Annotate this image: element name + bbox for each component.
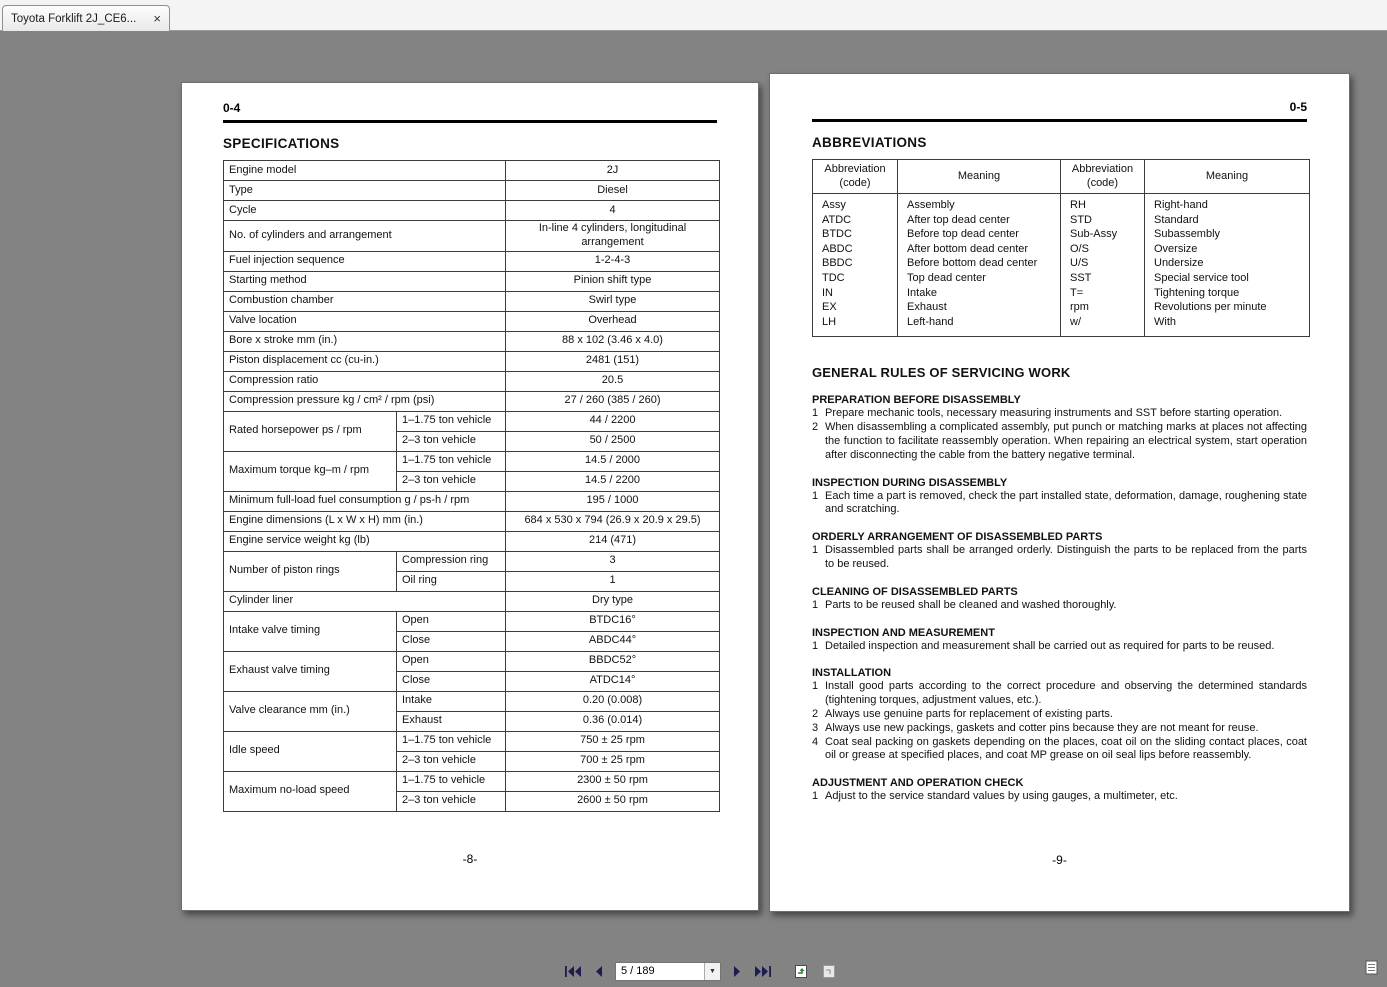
spec-label-cell: Compression pressure kg / cm² / rpm (psi) bbox=[224, 391, 506, 411]
abbrev-header-cell: Meaning bbox=[898, 160, 1061, 194]
rules-section-heading: INSPECTION DURING DISASSEMBLY bbox=[812, 476, 1008, 489]
spec-value-cell: 2481 (151) bbox=[506, 351, 720, 371]
abbrev-column-cell: Assembly After top dead center Before top dead center After bottom dead center Before bottom dead center Top dead center Intake Exhaust Left-hand bbox=[898, 194, 1061, 337]
page-navigation-toolbar bbox=[563, 960, 839, 982]
rules-item: 2 Always use genuine parts for replacement of existing parts. bbox=[812, 707, 1113, 720]
tab-title: Toyota Forklift 2J_CE6... bbox=[11, 12, 137, 25]
spec-value-cell: ABDC44° bbox=[506, 631, 720, 651]
spec-table-row bbox=[224, 771, 720, 791]
rules-section-heading: ORDERLY ARRANGEMENT OF DISASSEMBLED PARTS bbox=[812, 531, 1103, 544]
page-number-right: -9- bbox=[1052, 853, 1067, 867]
spec-table-row bbox=[224, 451, 720, 471]
rules-section-heading: INSTALLATION bbox=[812, 667, 892, 680]
spec-value-cell: 2300 ± 50 rpm bbox=[506, 771, 720, 791]
spec-label-cell: 2–3 ton vehicle bbox=[397, 751, 506, 771]
rules-section bbox=[812, 530, 1307, 572]
rules-item: 4 Coat seal packing on gaskets depending on the places, coat oil on the sliding contact places, coat oil or grease at specified places, and coat MP grease on oil seal lips before reassembly. bbox=[812, 735, 1307, 762]
spec-table-body bbox=[224, 161, 720, 812]
spec-table-row bbox=[224, 181, 720, 201]
spec-label-cell: Number of piston rings bbox=[224, 551, 397, 591]
spec-value-cell: 750 ± 25 rpm bbox=[506, 731, 720, 751]
spec-label-cell: 1–1.75 ton vehicle bbox=[397, 731, 506, 751]
abbrev-column-cell: Right-hand Standard Subassembly Oversize Undersize Special service tool Tightening torque Revolutions per minute With bbox=[1145, 194, 1310, 337]
spec-label-cell: Piston displacement cc (cu-in.) bbox=[224, 351, 506, 371]
rules-section bbox=[812, 585, 1307, 613]
spec-table-row bbox=[224, 391, 720, 411]
rules-section bbox=[812, 666, 1307, 763]
spec-label-cell: Idle speed bbox=[224, 731, 397, 771]
corner-page-icon[interactable] bbox=[1365, 960, 1378, 980]
spec-value-cell: Diesel bbox=[506, 181, 720, 201]
spec-table-row bbox=[224, 371, 720, 391]
spec-value-cell: 1 bbox=[506, 571, 720, 591]
spec-value-cell: Pinion shift type bbox=[506, 271, 720, 291]
rules-item: 1 Each time a part is removed, check the part installed state, deformation, damage, roughening state and scratching. bbox=[812, 489, 1307, 516]
rules-item: 1 Install good parts according to the correct procedure and observing the determined standards (tightening torques, adjustment values, etc.). bbox=[812, 680, 1307, 707]
spec-label-cell: 1–1.75 ton vehicle bbox=[397, 411, 506, 431]
view-history-icons bbox=[791, 962, 839, 980]
spec-label-cell: Maximum torque kg–m / rpm bbox=[224, 451, 397, 491]
rules-sections bbox=[812, 393, 1307, 804]
abbrev-body-row bbox=[813, 194, 1310, 337]
page-number-box bbox=[615, 962, 721, 981]
spec-label-cell: Compression ratio bbox=[224, 371, 506, 391]
spec-value-cell: 0.20 (0.008) bbox=[506, 691, 720, 711]
page-specifications bbox=[181, 82, 759, 911]
spec-value-cell: 1-2-4-3 bbox=[506, 251, 720, 271]
spec-value-cell: Dry type bbox=[506, 591, 720, 611]
spec-value-cell: 0.36 (0.014) bbox=[506, 711, 720, 731]
spec-label-cell: Maximum no-load speed bbox=[224, 771, 397, 811]
spec-value-cell: BTDC16° bbox=[506, 611, 720, 631]
spec-value-cell: Overhead bbox=[506, 311, 720, 331]
spec-label-cell: 1–1.75 ton vehicle bbox=[397, 451, 506, 471]
close-icon[interactable]: × bbox=[153, 11, 161, 26]
spec-label-cell: Minimum full-load fuel consumption g / ps-h / rpm bbox=[224, 491, 506, 511]
spec-label-cell: 2–3 ton vehicle bbox=[397, 791, 506, 811]
spec-table-row bbox=[224, 591, 720, 611]
rules-item: 1 Detailed inspection and measurement shall be carried out as required for parts to be reused. bbox=[812, 639, 1275, 652]
spec-label-cell: Valve location bbox=[224, 311, 506, 331]
spec-table-row bbox=[224, 611, 720, 631]
spec-label-cell: Intake bbox=[397, 691, 506, 711]
page-ref-left: 0-4 bbox=[223, 101, 241, 115]
rules-item: 2 When disassembling a complicated assembly, put punch or matching marks at places not affecting the function to facilitate reassembly operation. When repairing an electrical system, start operation after disconnecting the cable from the battery negative terminal. bbox=[812, 421, 1307, 461]
rules-section-heading: CLEANING OF DISASSEMBLED PARTS bbox=[812, 585, 1018, 598]
rules-section-heading: PREPARATION BEFORE DISASSEMBLY bbox=[812, 394, 1021, 407]
spec-value-cell: 214 (471) bbox=[506, 531, 720, 551]
spec-value-cell: 684 x 530 x 794 (26.9 x 20.9 x 29.5) bbox=[506, 511, 720, 531]
spec-table-row bbox=[224, 351, 720, 371]
specifications-title: SPECIFICATIONS bbox=[223, 136, 340, 151]
page-ref-right: 0-5 bbox=[1289, 100, 1307, 114]
spec-label-cell: Exhaust valve timing bbox=[224, 651, 397, 691]
spec-label-cell: Close bbox=[397, 671, 506, 691]
spec-label-cell: Fuel injection sequence bbox=[224, 251, 506, 271]
page-number-input[interactable] bbox=[616, 965, 704, 977]
spec-value-cell: 4 bbox=[506, 201, 720, 221]
spec-value-cell: In-line 4 cylinders, longitudinal arrangement bbox=[506, 221, 720, 252]
document-tab[interactable] bbox=[2, 5, 170, 31]
spec-label-cell: Engine model bbox=[224, 161, 506, 181]
spec-table-row bbox=[224, 331, 720, 351]
spec-table-row bbox=[224, 531, 720, 551]
spec-table-row bbox=[224, 311, 720, 331]
spec-table-row bbox=[224, 491, 720, 511]
rules-section-heading: ADJUSTMENT AND OPERATION CHECK bbox=[812, 777, 1024, 790]
spec-table bbox=[223, 160, 720, 812]
spec-label-cell: Cylinder liner bbox=[224, 591, 506, 611]
next-view-icon[interactable] bbox=[819, 962, 839, 980]
rules-section bbox=[812, 626, 1307, 654]
abbrev-header-cell: Abbreviation (code) bbox=[1061, 160, 1145, 194]
rules-section bbox=[812, 776, 1307, 804]
spec-label-cell: Close bbox=[397, 631, 506, 651]
first-page-icon[interactable] bbox=[563, 962, 583, 980]
rules-item: 1 Prepare mechanic tools, necessary measuring instruments and SST before starting operation. bbox=[812, 407, 1283, 420]
abbrev-column-cell: RH STD Sub-Assy O/S U/S SST T= rpm w/ bbox=[1061, 194, 1145, 337]
spec-label-cell: Intake valve timing bbox=[224, 611, 397, 651]
spec-label-cell: Type bbox=[224, 181, 506, 201]
rules-item: 1 Disassembled parts shall be arranged orderly. Distinguish the parts to be replaced from the parts to be reused. bbox=[812, 544, 1307, 570]
page-abbreviations bbox=[769, 73, 1350, 912]
spec-table-row bbox=[224, 651, 720, 671]
spec-table-row bbox=[224, 691, 720, 711]
spec-label-cell: Bore x stroke mm (in.) bbox=[224, 331, 506, 351]
abbrev-header-cell: Meaning bbox=[1145, 160, 1310, 194]
spec-value-cell: 2J bbox=[506, 161, 720, 181]
abbrev-table bbox=[812, 159, 1310, 337]
previous-page-icon[interactable] bbox=[589, 962, 609, 980]
spec-table-row bbox=[224, 551, 720, 571]
header-rule-right bbox=[812, 119, 1307, 122]
page-dropdown-icon[interactable]: ▼ bbox=[704, 963, 720, 980]
spec-table-row bbox=[224, 161, 720, 181]
spec-table-row bbox=[224, 511, 720, 531]
spec-value-cell: 2600 ± 50 rpm bbox=[506, 791, 720, 811]
spec-value-cell: 700 ± 25 rpm bbox=[506, 751, 720, 771]
spec-table-row bbox=[224, 221, 720, 252]
spec-label-cell: Cycle bbox=[224, 201, 506, 221]
abbreviations-title: ABBREVIATIONS bbox=[812, 135, 927, 150]
spec-value-cell: 14.5 / 2200 bbox=[506, 471, 720, 491]
spec-table-row bbox=[224, 411, 720, 431]
spec-value-cell: ATDC14° bbox=[506, 671, 720, 691]
rules-item: 1 Parts to be reused shall be cleaned and washed thoroughly. bbox=[812, 598, 1117, 611]
spec-label-cell: Engine service weight kg (lb) bbox=[224, 531, 506, 551]
spec-label-cell: 2–3 ton vehicle bbox=[397, 471, 506, 491]
spec-value-cell: 88 x 102 (3.46 x 4.0) bbox=[506, 331, 720, 351]
general-rules-title: GENERAL RULES OF SERVICING WORK bbox=[812, 365, 1071, 381]
spec-value-cell: BBDC52° bbox=[506, 651, 720, 671]
spec-label-cell: Open bbox=[397, 651, 506, 671]
spec-label-cell: No. of cylinders and arrangement bbox=[224, 221, 506, 252]
rules-section bbox=[812, 476, 1307, 518]
rules-section bbox=[812, 393, 1307, 462]
spec-table-row bbox=[224, 251, 720, 271]
abbrev-head-row bbox=[813, 160, 1310, 194]
spec-label-cell: 1–1.75 to vehicle bbox=[397, 771, 506, 791]
spec-label-cell: Oil ring bbox=[397, 571, 506, 591]
spec-table-row bbox=[224, 291, 720, 311]
spec-label-cell: Open bbox=[397, 611, 506, 631]
spec-table-row bbox=[224, 731, 720, 751]
abbrev-column-cell: Assy ATDC BTDC ABDC BBDC TDC IN EX LH bbox=[813, 194, 898, 337]
spec-label-cell: Compression ring bbox=[397, 551, 506, 571]
spec-value-cell: 20.5 bbox=[506, 371, 720, 391]
spec-value-cell: 195 / 1000 bbox=[506, 491, 720, 511]
spec-table-row bbox=[224, 271, 720, 291]
spec-value-cell: 50 / 2500 bbox=[506, 431, 720, 451]
rules-item: 1 Adjust to the service standard values by using gauges, a multimeter, etc. bbox=[812, 790, 1178, 803]
spec-label-cell: Combustion chamber bbox=[224, 291, 506, 311]
header-rule-left bbox=[223, 120, 717, 123]
spec-value-cell: 27 / 260 (385 / 260) bbox=[506, 391, 720, 411]
rules-item: 3 Always use new packings, gaskets and cotter pins because they are not meant for reuse. bbox=[812, 721, 1259, 734]
tab-bar bbox=[0, 0, 1387, 31]
rules-section-heading: INSPECTION AND MEASUREMENT bbox=[812, 626, 995, 639]
spec-value-cell: 14.5 / 2000 bbox=[506, 451, 720, 471]
spec-label-cell: Rated horsepower ps / rpm bbox=[224, 411, 397, 451]
spec-value-cell: 3 bbox=[506, 551, 720, 571]
next-page-icon[interactable] bbox=[727, 962, 747, 980]
page-number-left: -8- bbox=[462, 852, 478, 866]
spec-label-cell: Starting method bbox=[224, 271, 506, 291]
spec-value-cell: 44 / 2200 bbox=[506, 411, 720, 431]
abbrev-header-cell: Abbreviation (code) bbox=[813, 160, 898, 194]
spec-value-cell: Swirl type bbox=[506, 291, 720, 311]
spec-label-cell: Exhaust bbox=[397, 711, 506, 731]
spec-table-row bbox=[224, 201, 720, 221]
previous-view-icon[interactable] bbox=[791, 962, 811, 980]
last-page-icon[interactable] bbox=[753, 962, 773, 980]
spec-label-cell: Engine dimensions (L x W x H) mm (in.) bbox=[224, 511, 506, 531]
spec-label-cell: Valve clearance mm (in.) bbox=[224, 691, 397, 731]
spec-label-cell: 2–3 ton vehicle bbox=[397, 431, 506, 451]
